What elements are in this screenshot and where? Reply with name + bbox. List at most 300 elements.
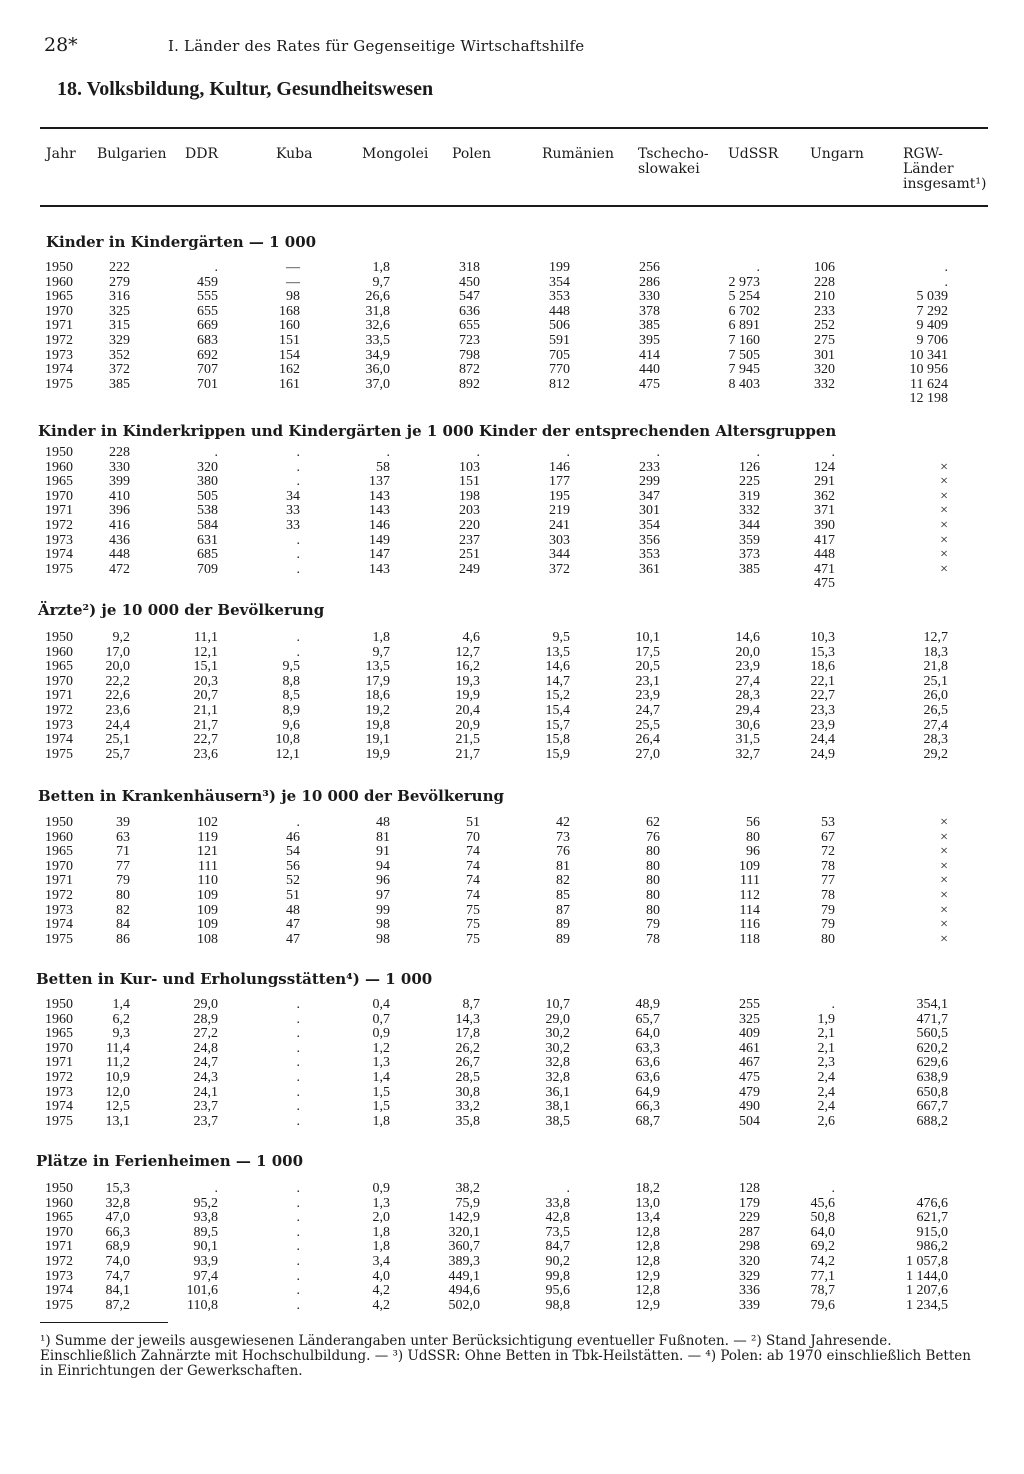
cell-year: 1971 xyxy=(45,688,73,704)
cell-mongolei: 97 xyxy=(376,887,390,903)
cell-kuba: — xyxy=(286,274,300,290)
cell-bulgarien: 315 xyxy=(109,318,130,334)
cell-ungarn: 22,7 xyxy=(810,688,835,704)
cell-year: 1973 xyxy=(45,1268,73,1284)
cell-rgw: 9 409 xyxy=(916,318,948,334)
cell-polen: 20,4 xyxy=(455,702,480,718)
cell-mongolei: 99 xyxy=(376,902,390,918)
cell-ungarn: 79 xyxy=(821,917,835,933)
cell-rumaenien: 36,1 xyxy=(545,1084,570,1100)
cell-ungarn: 2,3 xyxy=(817,1055,835,1071)
cell-ungarn: 2,6 xyxy=(817,1113,835,1129)
cell-rgw: 11 624 xyxy=(910,376,948,392)
table-row xyxy=(0,918,1024,933)
cell-ungarn: 18,6 xyxy=(810,659,835,675)
cell-kuba: 8,9 xyxy=(282,702,300,718)
cell-bulgarien: 47,0 xyxy=(105,1210,130,1226)
cell-tschechoslowakei: 79 xyxy=(646,917,660,933)
cell-rgw: × xyxy=(940,459,948,475)
table-row xyxy=(0,675,1024,690)
cell-bulgarien: 9,2 xyxy=(112,630,130,645)
cell-rumaenien: 87 xyxy=(556,902,570,918)
cell-bulgarien: 77 xyxy=(116,858,130,874)
cell-mongolei: 137 xyxy=(369,474,390,490)
cell-kuba: 52 xyxy=(286,873,300,889)
cell-mongolei: . xyxy=(386,445,390,460)
cell-polen: 21,5 xyxy=(455,732,480,748)
cell-rgw: × xyxy=(940,858,948,874)
cell-rumaenien: 372 xyxy=(549,561,570,577)
cell-year: 1970 xyxy=(45,1040,73,1056)
cell-ddr: 380 xyxy=(197,474,218,490)
cell-rumaenien: 42 xyxy=(556,815,570,830)
cell-rgw: 986,2 xyxy=(916,1239,948,1255)
cell-kuba: . xyxy=(296,1253,300,1269)
cell-ungarn: 24,9 xyxy=(810,746,835,762)
cell-udssr: 339 xyxy=(739,1297,760,1313)
cell-mongolei: 91 xyxy=(376,844,390,860)
cell-ddr: 22,7 xyxy=(193,732,218,748)
cell-mongolei: 146 xyxy=(369,517,390,533)
cell-bulgarien: 71 xyxy=(116,844,130,860)
cell-year: 1971 xyxy=(45,1239,73,1255)
cell-mongolei: 143 xyxy=(369,561,390,577)
table-row xyxy=(0,1027,1024,1042)
cell-year: 1974 xyxy=(45,547,73,563)
cell-mongolei: 3,4 xyxy=(372,1253,390,1269)
cell-kuba: 162 xyxy=(279,362,300,378)
cell-mongolei: 98 xyxy=(376,931,390,947)
table-row xyxy=(0,1226,1024,1241)
cell-year: 1970 xyxy=(45,488,73,504)
cell-tschechoslowakei: 62 xyxy=(646,815,660,830)
cell-rumaenien: 303 xyxy=(549,532,570,548)
cell-mongolei: 2,0 xyxy=(372,1210,390,1226)
cell-ddr: 709 xyxy=(197,561,218,577)
cell-bulgarien: 12,0 xyxy=(105,1084,130,1100)
col-tschechoslowakei: Tschecho- slowakei xyxy=(638,146,709,177)
cell-year: 1960 xyxy=(45,459,73,475)
cell-bulgarien: 222 xyxy=(109,260,130,275)
cell-tschechoslowakei: 64,9 xyxy=(635,1084,660,1100)
cell-ddr: 23,7 xyxy=(193,1099,218,1115)
cell-mongolei: 1,3 xyxy=(372,1055,390,1071)
table-row xyxy=(0,719,1024,734)
cell-rumaenien: 84,7 xyxy=(545,1239,570,1255)
cell-kuba: 168 xyxy=(279,303,300,319)
cell-year: 1971 xyxy=(45,873,73,889)
cell-ddr: 683 xyxy=(197,332,218,348)
cell-kuba: . xyxy=(296,1113,300,1129)
table-row xyxy=(0,874,1024,889)
cell-kuba: 160 xyxy=(279,318,300,334)
cell-tschechoslowakei: 65,7 xyxy=(635,1011,660,1027)
cell-mongolei: 36,0 xyxy=(365,362,390,378)
cell-bulgarien: 84,1 xyxy=(105,1283,130,1299)
table-title: 18. Volksbildung, Kultur, Gesundheitswesen xyxy=(57,78,434,100)
cell-kuba: . xyxy=(296,1224,300,1240)
cell-rumaenien: 30,2 xyxy=(545,1040,570,1056)
cell-rgw: 1 057,8 xyxy=(906,1253,948,1269)
cell-ungarn: 448 xyxy=(814,547,835,563)
cell-ddr: 119 xyxy=(197,829,218,845)
cell-kuba: . xyxy=(296,630,300,645)
cell-rgw: 9 706 xyxy=(916,332,948,348)
cell-mongolei: 143 xyxy=(369,503,390,519)
cell-tschechoslowakei: 301 xyxy=(639,503,660,519)
section-title: Plätze in Ferienheimen — 1 000 xyxy=(36,1152,304,1170)
cell-ddr: 320 xyxy=(197,459,218,475)
table-row xyxy=(0,534,1024,549)
cell-bulgarien: 84 xyxy=(116,917,130,933)
cell-bulgarien: 316 xyxy=(109,289,130,305)
cell-tschechoslowakei: 17,5 xyxy=(635,644,660,660)
cell-ungarn: 23,9 xyxy=(810,717,835,733)
cell-rumaenien: 195 xyxy=(549,488,570,504)
table-row xyxy=(0,378,1024,393)
cell-rgw: 667,7 xyxy=(916,1099,948,1115)
cell-rgw: × xyxy=(940,887,948,903)
cell-ungarn: 332 xyxy=(814,376,835,392)
cell-ungarn: 78 xyxy=(821,887,835,903)
cell-bulgarien: 79 xyxy=(116,873,130,889)
cell-tschechoslowakei: 12,8 xyxy=(635,1239,660,1255)
table-row xyxy=(0,1071,1024,1086)
cell-udssr: 31,5 xyxy=(735,732,760,748)
cell-ungarn: 15,3 xyxy=(810,644,835,660)
cell-kuba: . xyxy=(296,1055,300,1071)
cell-kuba: 46 xyxy=(286,829,300,845)
cell-bulgarien: 396 xyxy=(109,503,130,519)
cell-ddr: 21,1 xyxy=(193,702,218,718)
cell-rumaenien: 344 xyxy=(549,547,570,563)
cell-ddr: 110 xyxy=(197,873,218,889)
cell-udssr: 229 xyxy=(739,1210,760,1226)
cell-mongolei: 147 xyxy=(369,547,390,563)
cell-bulgarien: 372 xyxy=(109,362,130,378)
cell-rgw: 471,7 xyxy=(916,1011,948,1027)
cell-rumaenien: 89 xyxy=(556,917,570,933)
cell-tschechoslowakei: 48,9 xyxy=(635,997,660,1012)
table-row xyxy=(0,831,1024,846)
cell-udssr: 80 xyxy=(746,829,760,845)
cell-kuba: . xyxy=(296,1026,300,1042)
cell-rgw: × xyxy=(940,561,948,577)
cell-udssr: 359 xyxy=(739,532,760,548)
cell-rgw: 688,2 xyxy=(916,1113,948,1129)
cell-tschechoslowakei: 440 xyxy=(639,362,660,378)
cell-mongolei: 0,4 xyxy=(372,997,390,1012)
table-row xyxy=(0,1270,1024,1285)
cell-tschechoslowakei: 385 xyxy=(639,318,660,334)
cell-rumaenien: 10,7 xyxy=(545,997,570,1012)
cell-rumaenien: 15,7 xyxy=(545,717,570,733)
cell-ddr: 109 xyxy=(197,887,218,903)
cell-udssr: 325 xyxy=(739,1011,760,1027)
cell-ddr: 15,1 xyxy=(193,659,218,675)
cell-tschechoslowakei: 24,7 xyxy=(635,702,660,718)
cell-mongolei: 1,5 xyxy=(372,1084,390,1100)
cell-kuba: . xyxy=(296,445,300,460)
cell-ungarn: 2,1 xyxy=(817,1040,835,1056)
cell-polen: 103 xyxy=(459,459,480,475)
cell-rumaenien: 90,2 xyxy=(545,1253,570,1269)
cell-rumaenien: 38,5 xyxy=(545,1113,570,1129)
cell-year: 1973 xyxy=(45,1084,73,1100)
cell-kuba: . xyxy=(296,1297,300,1313)
cell-tschechoslowakei: 395 xyxy=(639,332,660,348)
cell-rumaenien: 29,0 xyxy=(545,1011,570,1027)
cell-ungarn: 64,0 xyxy=(810,1224,835,1240)
cell-polen: 21,7 xyxy=(455,746,480,762)
cell-ddr: 24,1 xyxy=(193,1084,218,1100)
cell-ungarn: 22,1 xyxy=(810,673,835,689)
cell-tschechoslowakei: 286 xyxy=(639,274,660,290)
cell-polen: 75 xyxy=(466,931,480,947)
cell-polen: 74 xyxy=(466,858,480,874)
table-row xyxy=(0,563,1024,578)
cell-udssr: 20,0 xyxy=(735,644,760,660)
col-rumaenien: Rumänien xyxy=(542,146,614,162)
cell-ddr: 90,1 xyxy=(193,1239,218,1255)
cell-bulgarien: 11,4 xyxy=(106,1040,130,1056)
cell-mongolei: 1,4 xyxy=(372,1069,390,1085)
cell-rumaenien: 199 xyxy=(549,260,570,275)
cell-mongolei: 19,8 xyxy=(365,717,390,733)
cell-tschechoslowakei: 330 xyxy=(639,289,660,305)
cell-polen: 70 xyxy=(466,829,480,845)
cell-tschechoslowakei: 299 xyxy=(639,474,660,490)
table-row xyxy=(0,689,1024,704)
cell-kuba: 54 xyxy=(286,844,300,860)
cell-rgw: 560,5 xyxy=(916,1026,948,1042)
cell-polen: 75 xyxy=(466,902,480,918)
cell-rumaenien: 15,2 xyxy=(545,688,570,704)
cell-kuba: 33 xyxy=(286,503,300,519)
cell-rgw: 28,3 xyxy=(923,732,948,748)
cell-mongolei: 1,8 xyxy=(372,630,390,645)
cell-rumaenien: 32,8 xyxy=(545,1055,570,1071)
cell-ungarn: 80 xyxy=(821,931,835,947)
cell-kuba: . xyxy=(296,1040,300,1056)
table-row xyxy=(0,1197,1024,1212)
cell-tschechoslowakei: 80 xyxy=(646,887,660,903)
cell-rumaenien: 241 xyxy=(549,517,570,533)
cell-ungarn: 74,2 xyxy=(810,1253,835,1269)
cell-rumaenien: 98,8 xyxy=(545,1297,570,1313)
cell-udssr: 114 xyxy=(739,902,760,918)
cell-ddr: 505 xyxy=(197,488,218,504)
cell-kuba: . xyxy=(296,997,300,1012)
cell-ddr: 20,7 xyxy=(193,688,218,704)
cell-polen: 872 xyxy=(459,362,480,378)
cell-ungarn: 390 xyxy=(814,517,835,533)
table-row xyxy=(0,475,1024,490)
cell-kuba: 47 xyxy=(286,917,300,933)
cell-rgw: × xyxy=(940,532,948,548)
cell-udssr: . xyxy=(756,260,760,275)
cell-ungarn: 79,6 xyxy=(810,1297,835,1313)
cell-rumaenien: 353 xyxy=(549,289,570,305)
cell-ddr: 24,3 xyxy=(193,1069,218,1085)
cell-tschechoslowakei: 78 xyxy=(646,931,660,947)
cell-polen: 320,1 xyxy=(448,1224,480,1240)
cell-kuba: 48 xyxy=(286,902,300,918)
cell-tschechoslowakei: 63,6 xyxy=(635,1069,660,1085)
cell-tschechoslowakei: 25,5 xyxy=(635,717,660,733)
cell-year: 1971 xyxy=(45,318,73,334)
cell-tschechoslowakei: 80 xyxy=(646,844,660,860)
table-row xyxy=(0,1100,1024,1115)
cell-udssr: 29,4 xyxy=(735,702,760,718)
table-row xyxy=(0,1182,1024,1197)
top-rule xyxy=(40,127,988,129)
cell-polen: 450 xyxy=(459,274,480,290)
cell-tschechoslowakei: 27,0 xyxy=(635,746,660,762)
cell-udssr: 128 xyxy=(739,1181,760,1196)
cell-ungarn: 2,1 xyxy=(817,1026,835,1042)
cell-mongolei: 81 xyxy=(376,829,390,845)
cell-bulgarien: 15,3 xyxy=(105,1181,130,1196)
cell-kuba: . xyxy=(296,532,300,548)
cell-ddr: . xyxy=(214,1181,218,1196)
table-row xyxy=(0,548,1024,563)
cell-tschechoslowakei: 10,1 xyxy=(635,630,660,645)
cell-rgw: 25,1 xyxy=(923,673,948,689)
cell-tschechoslowakei: 353 xyxy=(639,547,660,563)
cell-rgw: 476,6 xyxy=(916,1195,948,1211)
cell-ungarn: 69,2 xyxy=(810,1239,835,1255)
cell-ddr: 584 xyxy=(197,517,218,533)
cell-rumaenien: 82 xyxy=(556,873,570,889)
cell-ungarn: 78 xyxy=(821,858,835,874)
cell-rgw: × xyxy=(940,829,948,845)
cell-rumaenien: 73,5 xyxy=(545,1224,570,1240)
cell-polen: 249 xyxy=(459,561,480,577)
cell-polen: 17,8 xyxy=(455,1026,480,1042)
cell-tschechoslowakei: . xyxy=(656,445,660,460)
cell-kuba: 51 xyxy=(286,887,300,903)
cell-ddr: 459 xyxy=(197,274,218,290)
cell-year: 1974 xyxy=(45,732,73,748)
cell-kuba: . xyxy=(296,1210,300,1226)
cell-year: 1974 xyxy=(45,1283,73,1299)
cell-mongolei: 1,3 xyxy=(372,1195,390,1211)
cell-ungarn: 2,4 xyxy=(817,1084,835,1100)
cell-ddr: 93,8 xyxy=(193,1210,218,1226)
table-row xyxy=(0,334,1024,349)
cell-ungarn: 362 xyxy=(814,488,835,504)
cell-polen: 26,2 xyxy=(455,1040,480,1056)
cell-polen: 26,7 xyxy=(455,1055,480,1071)
cell-ddr: 12,1 xyxy=(193,644,218,660)
page-header xyxy=(34,30,994,60)
cell-tschechoslowakei: 18,2 xyxy=(635,1181,660,1196)
cell-polen: 636 xyxy=(459,303,480,319)
cell-ungarn: 210 xyxy=(814,289,835,305)
cell-ungarn: 228 xyxy=(814,274,835,290)
cell-udssr: 56 xyxy=(746,815,760,830)
cell-tschechoslowakei: 80 xyxy=(646,902,660,918)
cell-rumaenien: . xyxy=(566,1181,570,1196)
cell-bulgarien: 330 xyxy=(109,459,130,475)
cell-tschechoslowakei: 13,4 xyxy=(635,1210,660,1226)
cell-kuba: 9,6 xyxy=(282,717,300,733)
cell-ungarn: 2,4 xyxy=(817,1069,835,1085)
col-bulgarien: Bulgarien xyxy=(97,146,167,162)
cell-bulgarien: 80 xyxy=(116,887,130,903)
cell-udssr: 7 505 xyxy=(728,347,760,363)
cell-mongolei: 19,2 xyxy=(365,702,390,718)
cell-polen: 30,8 xyxy=(455,1084,480,1100)
cell-rgw: 18,3 xyxy=(923,644,948,660)
cell-rgw: 1 207,6 xyxy=(906,1283,948,1299)
cell-kuba: 10,8 xyxy=(275,732,300,748)
cell-tschechoslowakei: 378 xyxy=(639,303,660,319)
cell-year: 1973 xyxy=(45,347,73,363)
table-row xyxy=(0,733,1024,748)
cell-kuba: . xyxy=(296,561,300,577)
cell-polen: 14,3 xyxy=(455,1011,480,1027)
cell-udssr: 30,6 xyxy=(735,717,760,733)
table-row xyxy=(0,363,1024,378)
cell-tschechoslowakei: 12,8 xyxy=(635,1283,660,1299)
section-title: Ärzte²) je 10 000 der Bevölkerung xyxy=(38,601,325,619)
cell-year: 1950 xyxy=(45,815,73,830)
cell-bulgarien: 66,3 xyxy=(105,1224,130,1240)
cell-kuba: . xyxy=(296,1181,300,1196)
cell-ungarn: 45,6 xyxy=(810,1195,835,1211)
cell-rgw: 638,9 xyxy=(916,1069,948,1085)
section-rows xyxy=(0,998,1024,1129)
cell-ungarn: 1,9 xyxy=(817,1011,835,1027)
cell-ungarn: 233 xyxy=(814,303,835,319)
cell-ungarn: 320 xyxy=(814,362,835,378)
table-row-extra xyxy=(0,392,1024,407)
cell-udssr: 7 160 xyxy=(728,332,760,348)
cell-year: 1972 xyxy=(45,332,73,348)
cell-polen: 28,5 xyxy=(455,1069,480,1085)
cell-udssr: 96 xyxy=(746,844,760,860)
cell-bulgarien: 23,6 xyxy=(105,702,130,718)
cell-mongolei: 1,8 xyxy=(372,1113,390,1129)
cell-mongolei: 58 xyxy=(376,459,390,475)
cell-rgw: × xyxy=(940,844,948,860)
cell-udssr: 320 xyxy=(739,1253,760,1269)
cell-udssr: 319 xyxy=(739,488,760,504)
cell-polen: 360,7 xyxy=(448,1239,480,1255)
cell-mongolei: 1,8 xyxy=(372,1224,390,1240)
cell-year: 1965 xyxy=(45,474,73,490)
cell-rgw: 10 956 xyxy=(909,362,948,378)
cell-udssr: 255 xyxy=(739,997,760,1012)
table-row xyxy=(0,1115,1024,1130)
cell-kuba: 161 xyxy=(279,376,300,392)
cell-polen: 74 xyxy=(466,887,480,903)
cell-ddr: 89,5 xyxy=(193,1224,218,1240)
cell-kuba: . xyxy=(296,1099,300,1115)
cell-kuba: . xyxy=(296,815,300,830)
cell-year: 1970 xyxy=(45,1224,73,1240)
cell-tschechoslowakei: 64,0 xyxy=(635,1026,660,1042)
cell-kuba: . xyxy=(296,1195,300,1211)
cell-rumaenien: 15,9 xyxy=(545,746,570,762)
cell-mongolei: 9,7 xyxy=(372,274,390,290)
cell-year: 1950 xyxy=(45,630,73,645)
cell-rumaenien: 13,5 xyxy=(545,644,570,660)
cell-udssr: 2 973 xyxy=(728,274,760,290)
cell-bulgarien: 436 xyxy=(109,532,130,548)
